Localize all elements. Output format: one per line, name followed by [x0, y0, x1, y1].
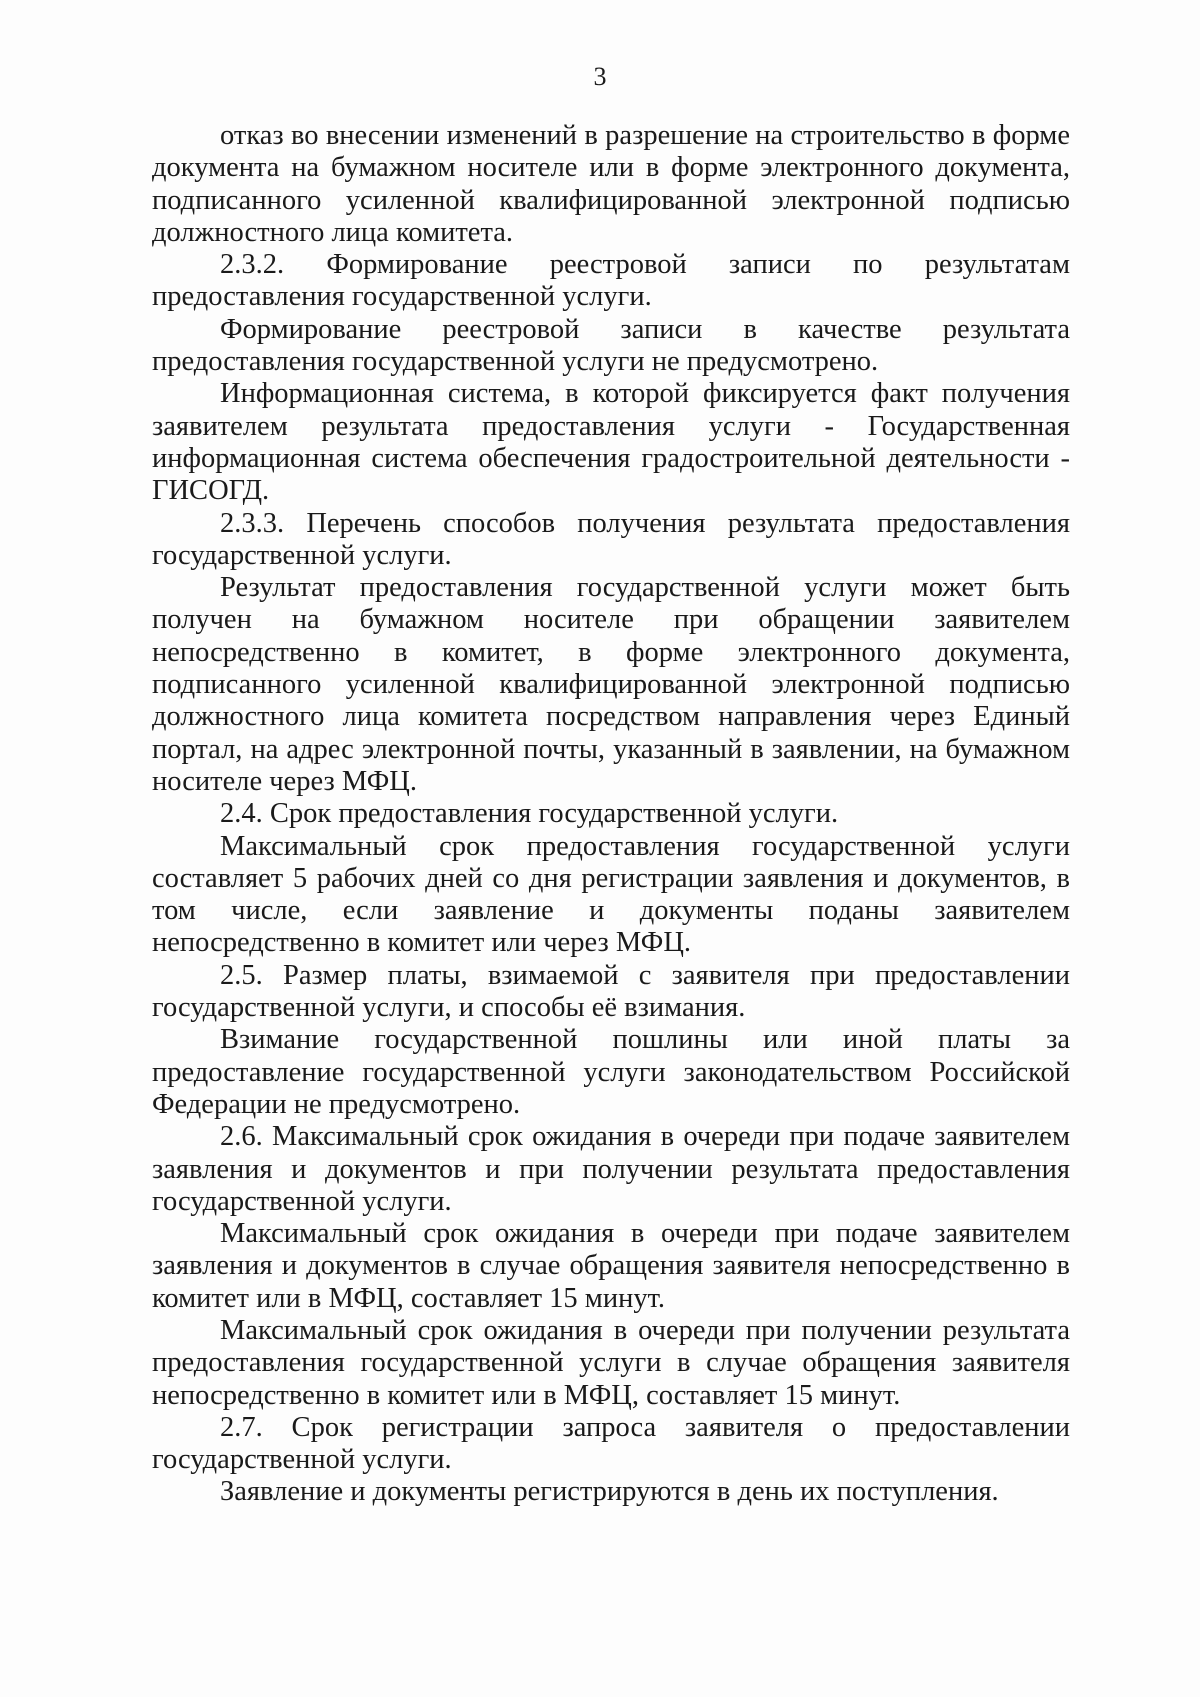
paragraph: Формирование реестровой записи в качестве результата предоставления государственной услуги не предусмотрено. — [152, 313, 1070, 378]
section-heading-2-3-2: 2.3.2. Формирование реестровой записи по результатам предоставления государственной услуги. — [152, 249, 1070, 313]
document-body — [152, 120, 1070, 1509]
section-heading-2-5: 2.5. Размер платы, взимаемой с заявителя при предоставлении государственной услуги, и способы её взимания. — [152, 959, 1070, 1024]
section-heading-2-3-3: 2.3.3. Перечень способов получения результата предоставления государственной услуги. — [152, 507, 1070, 571]
paragraph: Взимание государственной пошлины или иной платы за предоставление государственной услуги законодательством Российской Федерации не предусмотрено. — [152, 1024, 1070, 1120]
section-heading-2-7: 2.7. Срок регистрации запроса заявителя о предоставлении государственной услуги. — [152, 1411, 1070, 1476]
page-number: 3 — [593, 62, 607, 91]
paragraph: Максимальный срок предоставления государственной услуги составляет 5 рабочих дней со дня регистрации заявления и документов, в том числе, если заявление и документы поданы заявителем непосредственно в комитет или через МФЦ. — [152, 830, 1070, 959]
paragraph: Максимальный срок ожидания в очереди при получении результата предоставления государственной услуги в случае обращения заявителя непосредственно в комитет или в МФЦ, составляет 15 минут. — [152, 1314, 1070, 1411]
paragraph: Заявление и документы регистрируются в день их поступления. — [220, 1476, 999, 1508]
section-heading-2-6: 2.6. Максимальный срок ожидания в очереди при подаче заявителем заявления и документов и при получении результата предоставления государственной услуги. — [152, 1121, 1070, 1217]
paragraph: Результат предоставления государственной услуги может быть получен на бумажном носителе при обращении заявителем непосредственно в комитет, в форме электронного документа, подписанного усиленной квалифицированной электронной подписью должностного лица комитета посредством направления через Единый портал, на адрес электронной почты, указанный в заявлении, на бумажном носителе через МФЦ. — [152, 572, 1070, 797]
section-heading-2-4: 2.4. Срок предоставления государственной услуги. — [220, 798, 839, 830]
paragraph: Максимальный срок ожидания в очереди при подаче заявителем заявления и документов в случае обращения заявителя непосредственно в комитет или в МФЦ, составляет 15 минут. — [152, 1218, 1070, 1314]
paragraph: Информационная система, в которой фиксируется факт получения заявителем результата предоставления услуги - Государственная информационная система обеспечения градостроительной деятельности - ГИСОГД. — [152, 378, 1070, 507]
paragraph: отказ во внесении изменений в разрешение на строительство в форме документа на бумажном носителе или в форме электронного документа, подписанного усиленной квалифицированной электронной подписью должностного лица комитета. — [152, 120, 1070, 248]
